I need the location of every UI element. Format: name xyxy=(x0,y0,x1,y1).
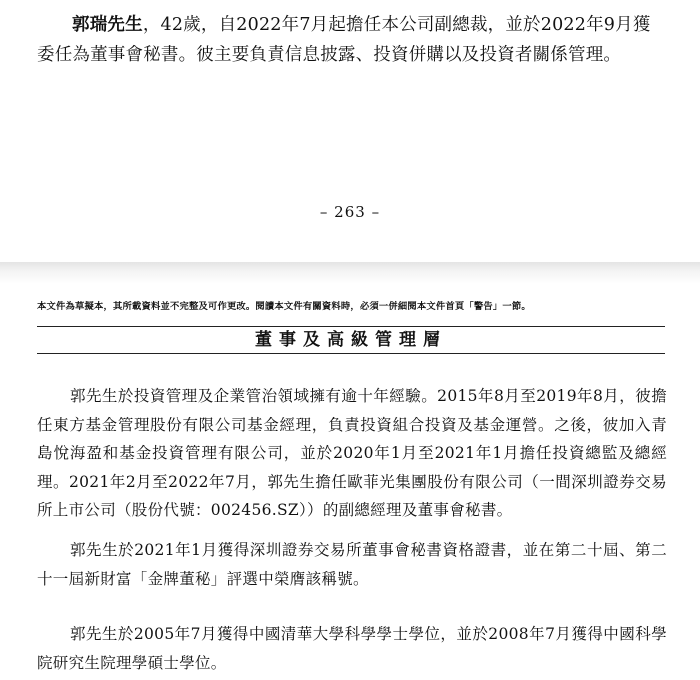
page-number: – 263 – xyxy=(319,203,381,221)
draft-disclaimer: 本文件為草擬本，其所載資料並不完整及可作更改。閱讀本文件有關資料時，必須一併細閱本文件首頁「警告」一節。 xyxy=(37,301,531,312)
page-separator xyxy=(0,262,700,284)
education-paragraph: 郭先生於2005年7月獲得中國清華大學科學學士學位，並於2008年7月獲得中國科學院研究生院理學碩士學位。 xyxy=(37,625,667,672)
certification-paragraph: 郭先生於2021年1月獲得深圳證券交易所董事會秘書資格證書，並在第二十屆、第二十一屆新財富「金牌董秘」評選中榮膺該稱號。 xyxy=(37,541,667,588)
section-title: 董事及高級管理層 xyxy=(37,326,665,354)
current-page-section xyxy=(0,284,700,680)
intro-text: ，42歲，自2022年7月起擔任本公司副總裁，並於2022年9月獲委任為董事會秘書。彼主要負責信息披露、投資併購以及投資者關係管理。 xyxy=(37,15,651,65)
guo-rui-intro-paragraph xyxy=(37,10,667,70)
person-name: 郭瑞先生 xyxy=(72,15,143,35)
experience-paragraph: 郭先生於投資管理及企業管治領域擁有逾十年經驗。2015年8月至2019年8月，彼擔任東方基金管理股份有限公司基金經理，負責投資組合投資及基金運營。之後，彼加入青島悅海盈和基金投資管理有限公司，並於2020年1月至2021年1月擔任投資總監及總經理。2021年2月至2022年7月，郭先生擔任歐菲光集團股份有限公司（一間深圳證券交易所上市公司（股份代號：002456.SZ））的副總經理及董事會秘書。 xyxy=(37,387,667,519)
previous-page-section xyxy=(0,0,700,262)
